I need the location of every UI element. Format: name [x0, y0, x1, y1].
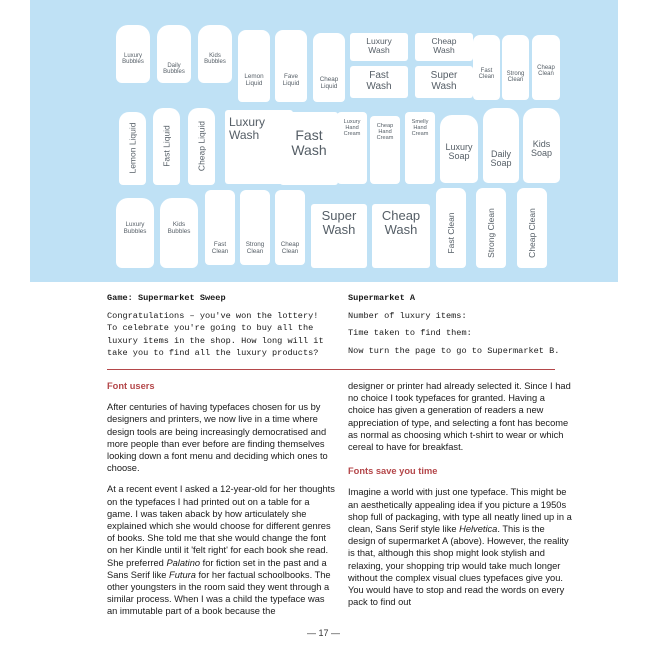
product-label: Lemon Liquid [127, 122, 138, 174]
product-label: Super Wash [321, 208, 357, 237]
product-label: Daily Bubbles [163, 63, 185, 76]
product-pack [517, 188, 547, 268]
product-pack [502, 35, 529, 100]
product-pack [523, 108, 560, 183]
product-pack [160, 198, 198, 268]
paragraph: After centuries of having typefaces chosen for us by designers and printers, we now live in a time where design tools are being increasingly democratised and more people than ever before are finding themselves looking down a font menu and deciding which ones to choose. [107, 402, 328, 474]
product-pack [119, 112, 146, 185]
product-pack [188, 108, 215, 185]
product-pack [116, 198, 154, 268]
product-pack [440, 115, 478, 183]
game-box-right [348, 292, 563, 357]
next-page-instruction: Now turn the page to go to Supermarket B. [348, 345, 560, 356]
product-label: Fast Wash [291, 127, 327, 158]
product-label: Fast Wash [366, 70, 392, 92]
product-pack [275, 190, 305, 265]
product-label: Cheap Clean [527, 208, 537, 258]
product-label: Cheap Hand Cream [376, 123, 394, 141]
product-label: Cheap Liquid [196, 120, 207, 172]
product-pack [311, 204, 367, 268]
page-number: — 17 — [306, 628, 340, 638]
product-label: Fast Clean [446, 212, 456, 254]
product-label: Luxury Hand Cream [343, 119, 361, 137]
product-pack [532, 35, 560, 100]
heading-font-users: Font users [107, 381, 155, 391]
product-label: Fave Liquid [282, 73, 300, 87]
product-pack [405, 112, 435, 184]
product-label: Strong Clean [245, 241, 265, 255]
product-label: Fast Liquid [161, 125, 172, 167]
product-label: Daily Soap [490, 149, 512, 169]
supermarket-illustration [30, 0, 618, 282]
product-label: Strong Clean [506, 71, 525, 84]
product-label: Luxury Wash [229, 115, 266, 142]
product-pack [280, 112, 338, 185]
product-label: Fast Clean [478, 68, 495, 81]
product-label: Kids Bubbles [204, 53, 226, 66]
product-label: Lemon Liquid [244, 73, 264, 87]
section-divider [107, 369, 555, 370]
game-box-left [107, 292, 329, 360]
product-label: Cheap Clean [537, 65, 555, 78]
product-pack [198, 25, 232, 83]
article-column-left [107, 380, 335, 627]
product-pack [350, 66, 408, 98]
product-pack [157, 25, 191, 83]
product-pack [476, 188, 506, 268]
product-label: Luxury Bubbles [123, 221, 147, 235]
product-label: Cheap Wash [381, 208, 421, 237]
product-pack [275, 30, 307, 102]
product-pack [116, 25, 150, 83]
paragraph: Imagine a world with just one typeface. This might be an aesthetically appealing idea if you picture a 1950s shop full of packaging, with type all neatly lined up in a clean, Sans Serif style like Helvetica. This is the design of supermarket A (above). However, the reality is that, although this shop might look stylish and relaxing, your shopping trip would take much longer without the complex visual clues typefaces give you. You would have to stop and read the words on every pack to find out [348, 487, 572, 608]
product-pack [372, 204, 430, 268]
product-pack [313, 33, 345, 102]
product-label: Cheap Wash [431, 36, 457, 55]
product-label: Super Wash [430, 70, 458, 92]
paragraph: At a recent event I asked a 12-year-old for her thoughts on the typefaces I had printed out on a table for a game. I was taken aback by how articulately she explained which she would choose for different genres of books. She told me that she would change the font on her Kindle until it 'felt right' for each book she read. She preferred Palatino for fiction set in the past and a Sans Serif like Futura for her factual schoolbooks. The other youngsters in the room said they went through a similar process. When I was a child the typeface was an immutable part of a book because the [107, 484, 335, 617]
product-pack [473, 35, 500, 100]
product-pack [205, 190, 235, 265]
product-label: Luxury Bubbles [122, 53, 144, 66]
article-column-right [348, 380, 574, 617]
product-pack [370, 116, 400, 184]
product-pack [153, 108, 180, 185]
question-luxury-items: Number of luxury items: [348, 310, 467, 321]
product-pack [483, 108, 519, 183]
game-intro: Congratulations – you've won the lottery! To celebrate you're going to buy all the luxury items in the shop. How long will it take you to find all the luxury products? [107, 310, 324, 359]
product-pack [337, 112, 367, 184]
product-label: Strong Clean [486, 208, 496, 258]
product-pack [415, 33, 473, 61]
market-name: Supermarket A [348, 293, 416, 303]
product-label: Luxury Wash [366, 36, 392, 55]
product-pack [238, 30, 270, 102]
product-label: Cheap Liquid [319, 76, 339, 90]
game-title: Game: Supermarket Sweep [107, 293, 226, 303]
product-label: Smelly Hand Cream [411, 119, 429, 137]
product-pack [436, 188, 466, 268]
product-label: Kids Soap [530, 139, 553, 159]
product-label: Luxury Soap [445, 142, 473, 162]
paragraph: designer or printer had already selected it. Since I had no choice I took typefaces for granted. Having a choice has given a generation of readers a new appreciation of type, and selecting a font has become as normal as choosing which t-shirt to wear or which cereal to have for breakfast. [348, 381, 571, 453]
heading-fonts-save-time: Fonts save you time [348, 466, 438, 477]
product-label: Kids Bubbles [167, 221, 191, 235]
question-time-taken: Time taken to find them: [348, 328, 472, 339]
product-label: Cheap Clean [280, 241, 300, 255]
product-pack [240, 190, 270, 265]
product-pack [350, 33, 408, 61]
product-pack [415, 66, 473, 98]
product-label: Fast Clean [211, 241, 229, 255]
